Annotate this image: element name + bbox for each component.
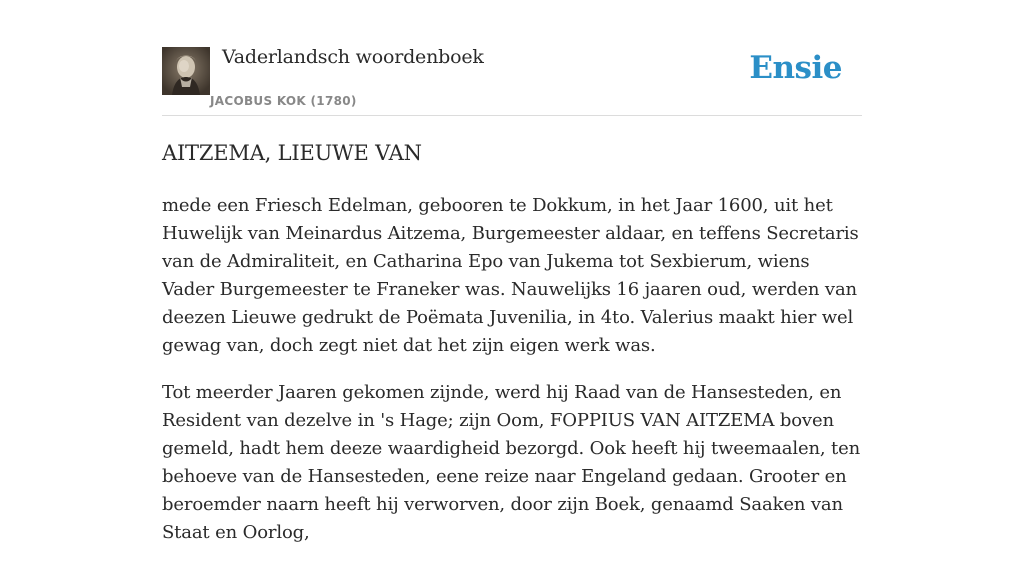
entry-title: AITZEMA, LIEUWE VAN bbox=[162, 141, 422, 165]
content-column bbox=[162, 0, 862, 543]
ensie-logo[interactable]: Ensie bbox=[749, 50, 842, 86]
author-portrait-icon bbox=[162, 47, 210, 95]
author-name[interactable]: JACOBUS KOK (1780) bbox=[210, 94, 357, 108]
entry-paragraph: Tot meerder Jaaren gekomen zijnde, werd hij Raad van de Hansesteden, en Resident van dezelve in 's Hage; zijn Oom, FOPPIUS VAN AITZEMA boven gemeld, hadt hem deeze waardigheid bezorgd. Ook heeft hij tweemaalen, ten behoeve van de Hansesteden, eene reize naar Engeland gedaan. Grooter en beroemder naarn heeft hij verworven, door zijn Boek, genaamd Saaken van Staat en Oorlog, bbox=[162, 382, 861, 543]
entry-body bbox=[162, 192, 862, 566]
book-title[interactable]: Vaderlandsch woordenboek bbox=[222, 46, 484, 68]
entry-paragraph: mede een Friesch Edelman, gebooren te Dokkum, in het Jaar 1600, uit het Huwelijk van Meinardus Aitzema, Burgemeester aldaar, en teffens Secretaris van de Admiraliteit, en Catharina Epo van Jukema tot Sexbierum, wiens Vader Burgemeester te Franeker was. Nauwelijks 16 jaaren oud, werden van deezen Lieuwe gedrukt de Poëmata Juvenilia, in 4to. Valerius maakt hier wel gewag van, doch zegt niet dat het zijn eigen werk was. bbox=[162, 195, 859, 356]
author-avatar[interactable] bbox=[162, 47, 210, 95]
page-header bbox=[162, 0, 862, 116]
